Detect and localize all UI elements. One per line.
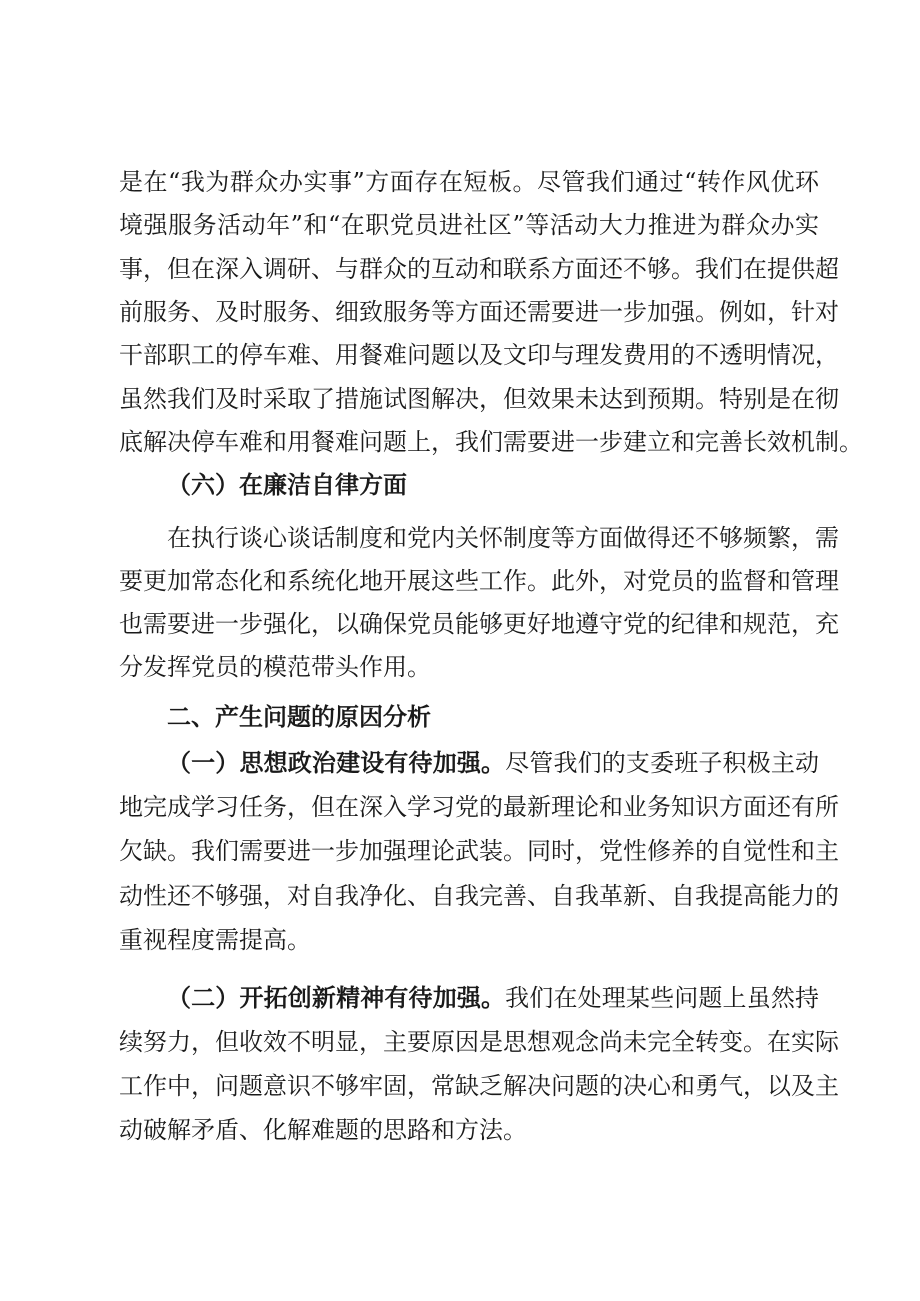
section-title: 二、产生问题的原因分析 [167,703,431,731]
text-line: 境强服务活动年”和“在职党员进社区”等活动大力推进为群众办实 [119,211,819,239]
text-line [167,745,819,781]
text-line: 动破解矛盾、化解难题的思路和方法。 [119,1116,527,1144]
text-line: 工作中，问题意识不够牢固，常缺乏解决问题的决心和勇气，以及主 [119,1072,839,1100]
text-line: 事，但在深入调研、与群众的互动和联系方面还不够。我们在提供超 [119,255,839,283]
text-line: 底解决停车难和用餐难问题上，我们需要进一步建立和完善长效机制。 [119,428,863,456]
text-line: 分发挥党员的模范带头作用。 [119,653,431,681]
text-line: 前服务、及时服务、细致服务等方面还需要进一步加强。例如，针对 [119,298,839,326]
text-line [167,980,819,1016]
text-line: 续努力，但收效不明显，主要原因是思想观念尚未完全转变。在实际 [119,1028,839,1056]
text-line: 重视程度需提高。 [119,926,311,954]
reason-lead: （二）开拓创新精神有待加强。 [167,984,506,1012]
text-line: 地完成学习任务，但在深入学习党的最新理论和业务知识方面还有所 [119,793,839,821]
reason-lead: （一）思想政治建设有待加强。 [167,749,506,777]
text-line: 是在“我为群众办实事”方面存在短板。尽管我们通过“转作风优环 [119,168,819,196]
text-line: 干部职工的停车难、用餐难问题以及文印与理发费用的不透明情况， [119,341,839,369]
text-line: 要更加常态化和系统化地开展这些工作。此外，对党员的监督和管理 [119,567,839,595]
text-line: 动性还不够强，对自我净化、自我完善、自我革新、自我提高能力的 [119,882,839,910]
text-line: 虽然我们及时采取了措施试图解决，但效果未达到预期。特别是在彻 [119,385,839,413]
subsection-heading: （六）在廉洁自律方面 [167,471,407,499]
reason-text: 我们在处理某些问题上虽然持 [505,984,820,1012]
reason-text: 尽管我们的支委班子积极主动 [505,749,820,777]
text-line: 也需要进一步强化，以确保党员能够更好地遵守党的纪律和规范，充 [119,610,839,638]
text-line: 在执行谈心谈话制度和党内关怀制度等方面做得还不够频繁，需 [167,524,839,552]
text-line: 欠缺。我们需要进一步加强理论武装。同时，党性修养的自觉性和主 [119,837,839,865]
